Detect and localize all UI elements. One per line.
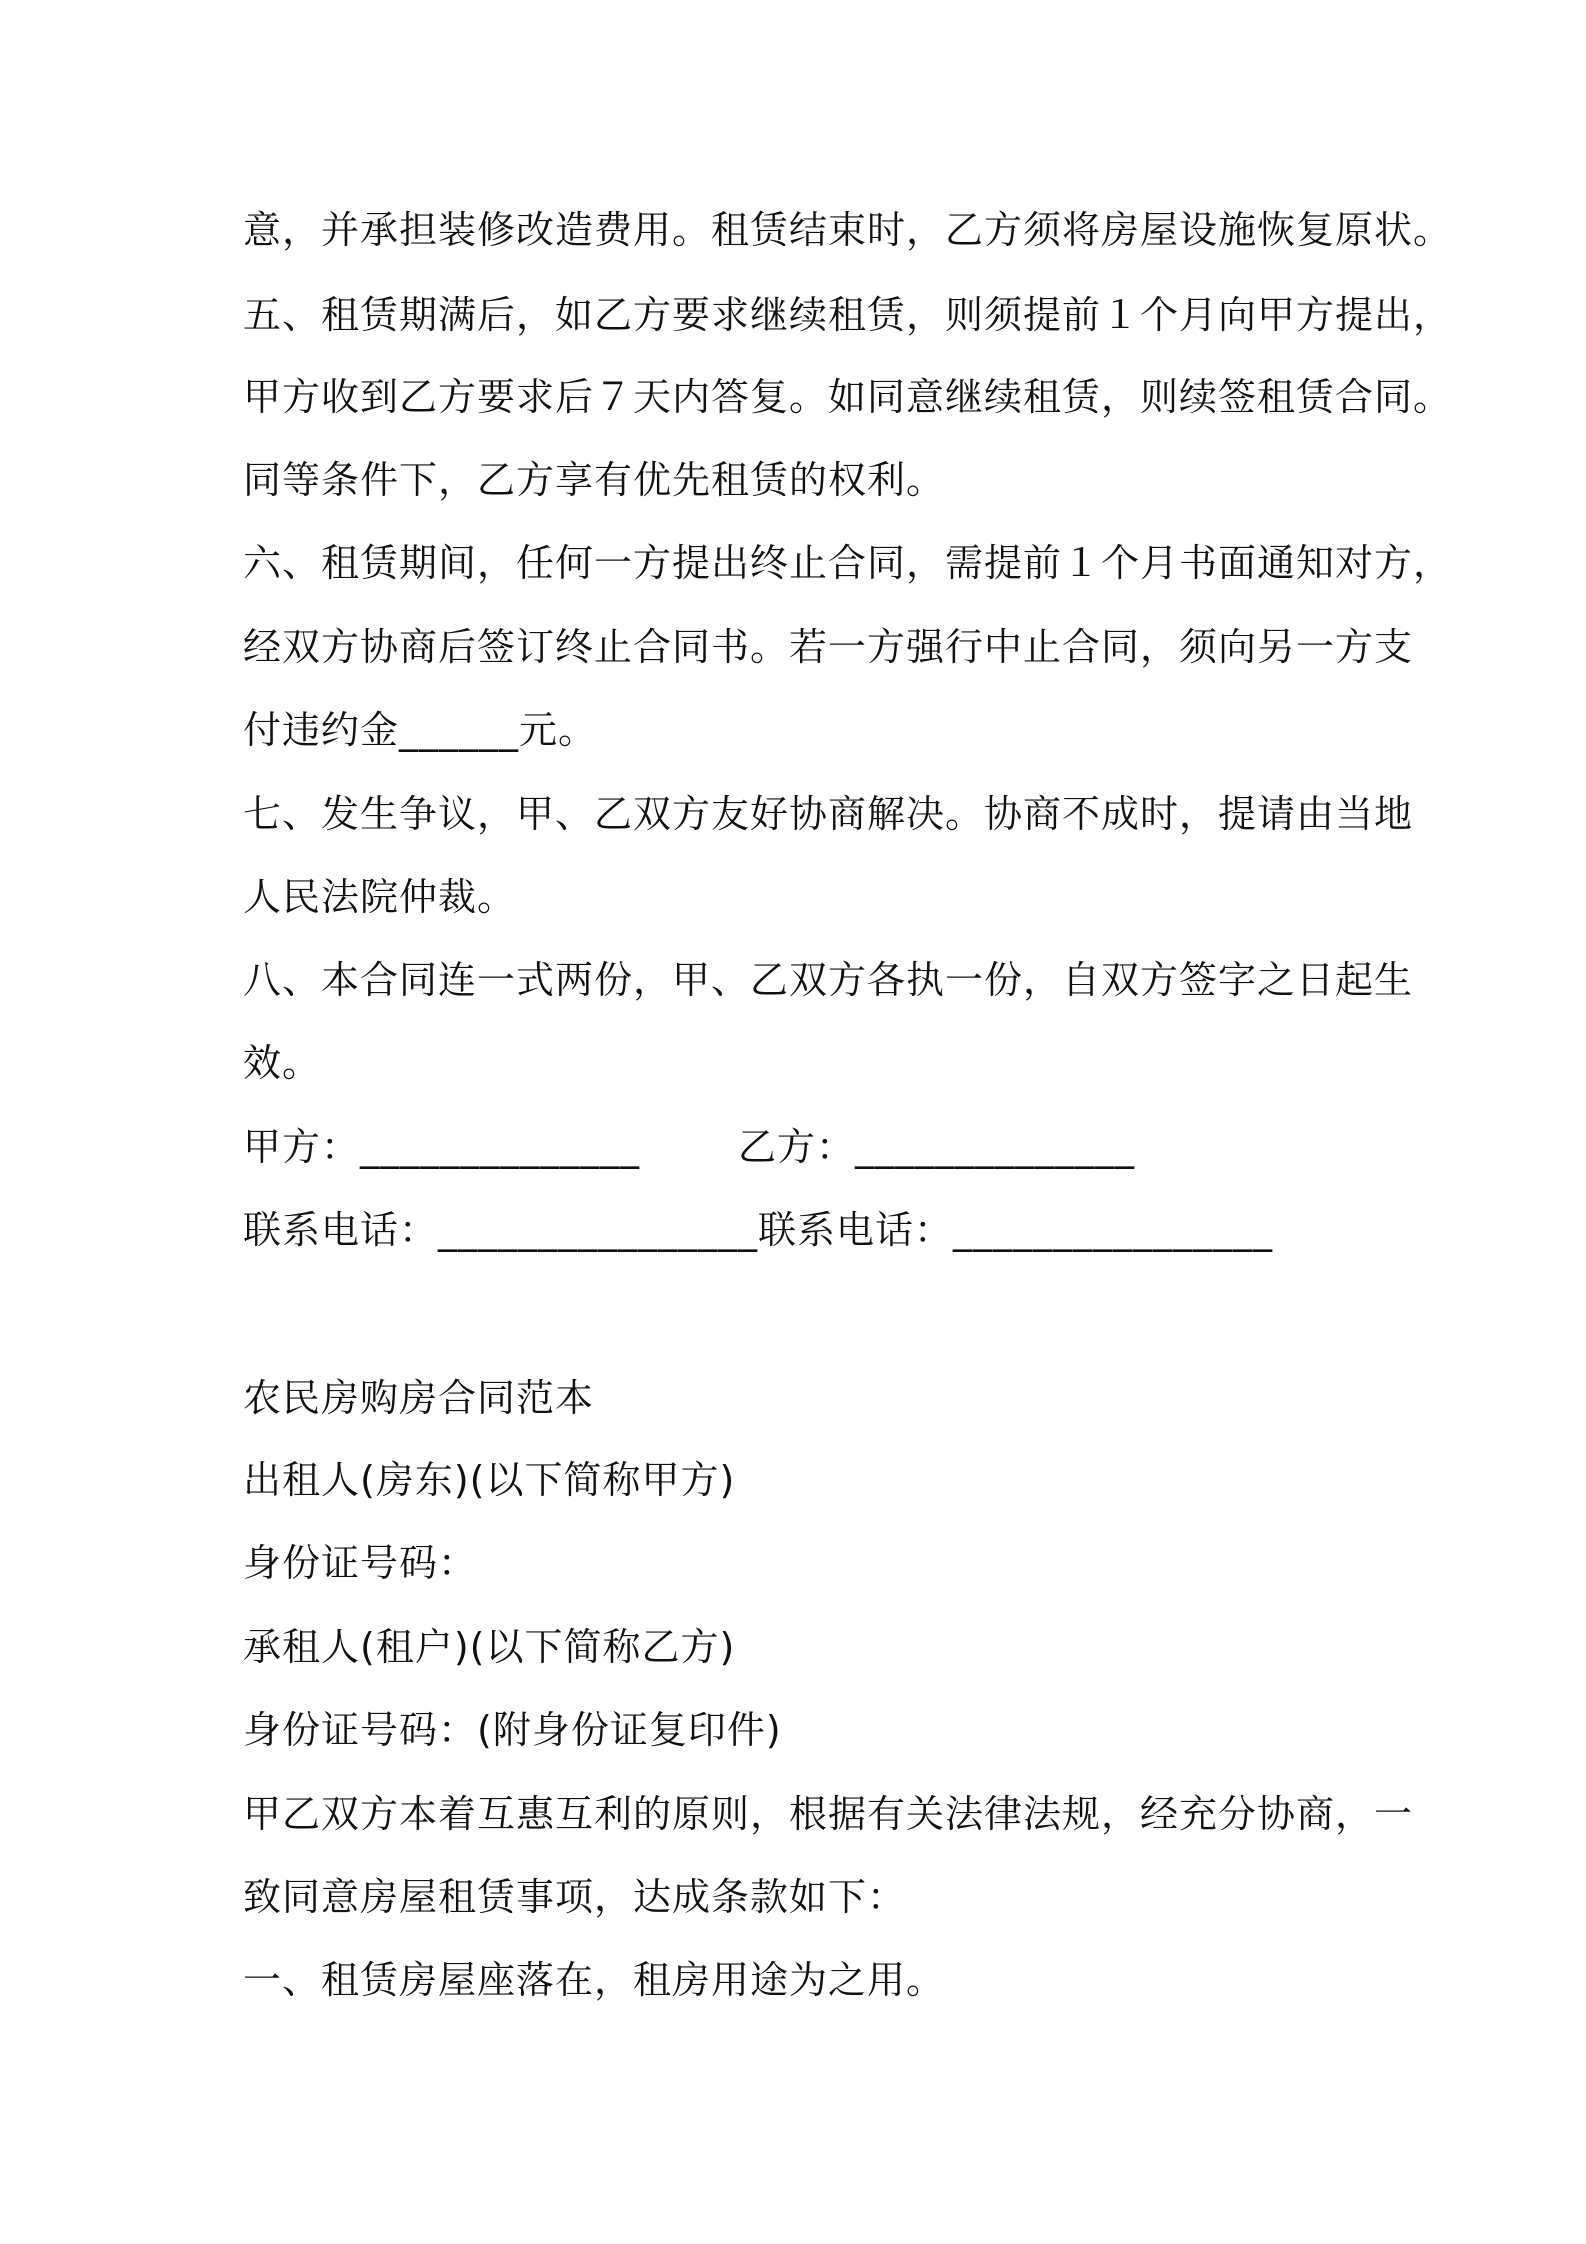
paragraph-line: 六、租赁期间，任何一方提出终止合同，需提前１个月书面通知对方， — [243, 541, 1453, 585]
paragraph-line: 人民法院仲裁。 — [243, 875, 517, 919]
paragraph-line: 效。 — [243, 1041, 322, 1085]
signature-row-party — [243, 1122, 1363, 1172]
party-b-phone: 联系电话：________________ — [758, 1208, 1274, 1252]
paragraph-line: 身份证号码：(附身份证复印件) — [243, 1708, 782, 1752]
paragraph-line: 一、租赁房屋座落在，租房用途为之用。 — [243, 1958, 946, 2002]
paragraph-line: 经双方协商后签订终止合同书。若一方强行中止合同，须向另一方支 — [243, 625, 1414, 669]
paragraph-line: 致同意房屋租赁事项，达成条款如下： — [243, 1875, 907, 1919]
paragraph-line: 同等条件下，乙方享有优先租赁的权利。 — [243, 458, 946, 502]
paragraph-line: 承租人(租户)(以下简称乙方) — [243, 1625, 736, 1669]
section-title: 农民房购房合同范本 — [243, 1376, 595, 1420]
paragraph-line: 意，并承担装修改造费用。租赁结束时，乙方须将房屋设施恢复原状。 — [243, 208, 1453, 252]
party-b-signature: 乙方：______________ — [738, 1125, 1136, 1169]
paragraph-line: 甲方收到乙方要求后７天内答复。如同意继续租赁，则续签租赁合同。 — [243, 375, 1453, 419]
paragraph-line: 付违约金______元。 — [243, 708, 598, 752]
party-a-phone: 联系电话：________________ — [243, 1208, 759, 1252]
paragraph-line: 八、本合同连一式两份，甲、乙双方各执一份，自双方签字之日起生 — [243, 958, 1414, 1002]
paragraph-line: 甲乙双方本着互惠互利的原则，根据有关法律法规，经充分协商，一 — [243, 1792, 1414, 1836]
paragraph-line: 身份证号码： — [243, 1541, 478, 1585]
paragraph-line: 出租人(房东)(以下简称甲方) — [243, 1458, 736, 1502]
paragraph-line: 七、发生争议，甲、乙双方友好协商解决。协商不成时，提请由当地 — [243, 792, 1414, 836]
signature-row-phone — [243, 1205, 1363, 1255]
party-a-signature: 甲方：______________ — [243, 1125, 641, 1169]
paragraph-line: 五、租赁期满后，如乙方要求继续租赁，则须提前１个月向甲方提出， — [243, 293, 1453, 337]
